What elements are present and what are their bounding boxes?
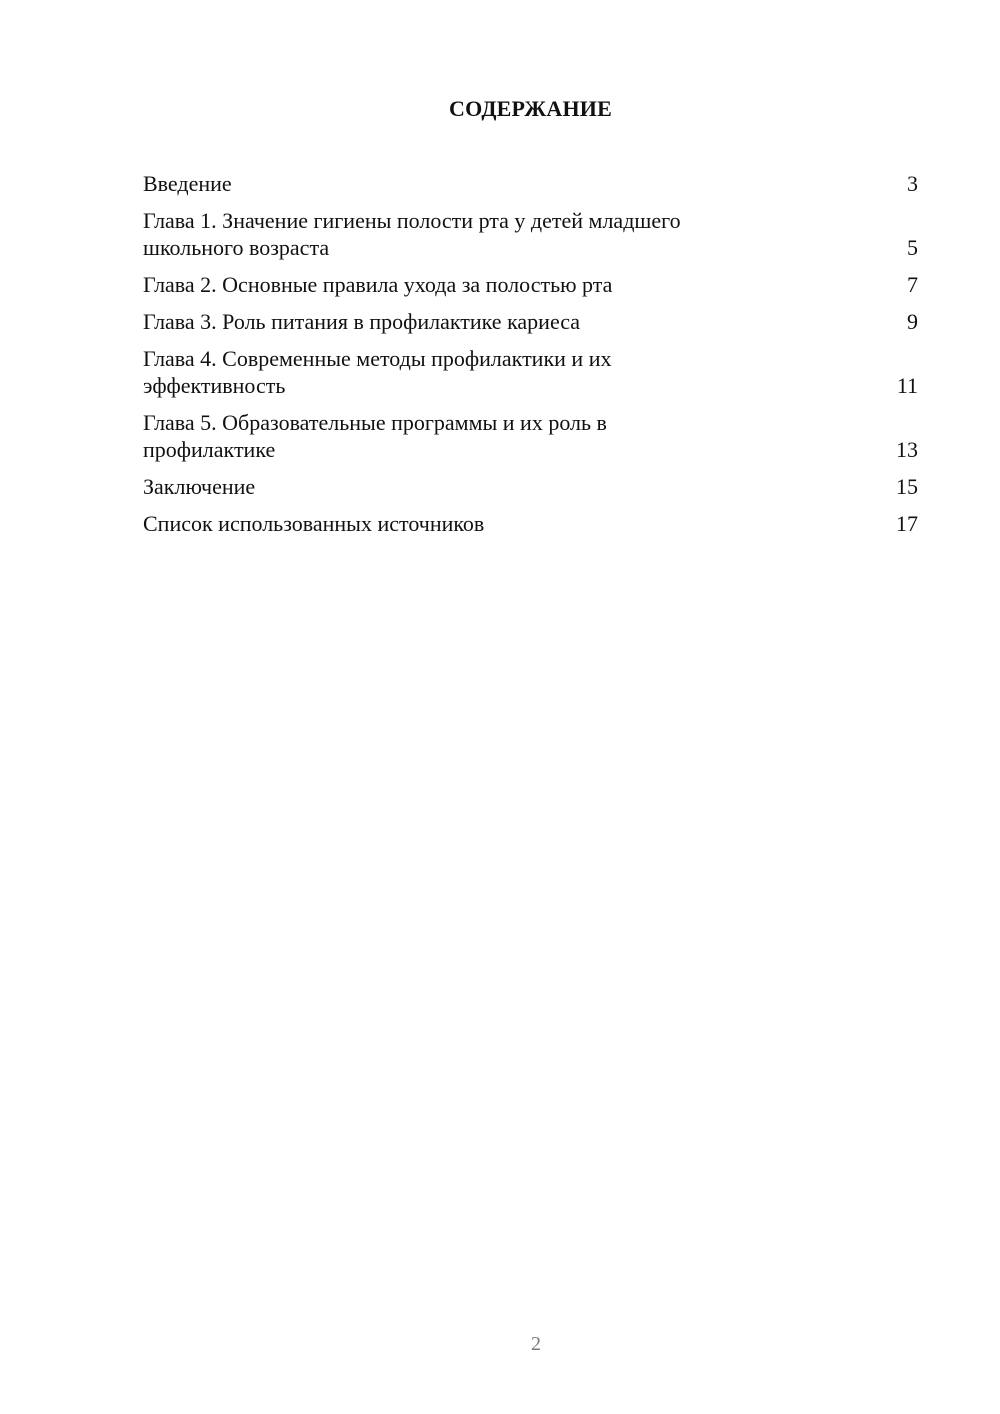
toc-entry-page: 13 <box>896 437 918 462</box>
toc-entry-text <box>143 345 611 399</box>
toc-entry-line: школьного возраста <box>143 235 330 260</box>
toc-entry-line: Глава 3. Роль питания в профилактике кариеса <box>143 309 581 334</box>
toc-entry-text <box>143 409 607 463</box>
toc-entry-page: 15 <box>896 474 918 499</box>
page-number: 2 <box>531 1333 541 1355</box>
toc-entry-page: 9 <box>907 309 918 334</box>
toc-entry-page: 17 <box>896 511 918 536</box>
toc-entry-line: Глава 1. Значение гигиены полости рта у детей младшего <box>143 208 681 233</box>
toc-entry-text <box>143 510 484 537</box>
toc-entry-line: Глава 2. Основные правила ухода за полостью рта <box>143 272 613 297</box>
toc-entry-line: профилактике <box>143 437 276 462</box>
toc-entry-chapter-2[interactable] <box>143 271 918 298</box>
toc-entry-introduction[interactable] <box>143 170 918 197</box>
toc-entry-line: эффективность <box>143 373 286 398</box>
toc-entry-text <box>143 207 681 261</box>
toc-entry-page: 11 <box>896 373 918 398</box>
toc-entry-line: Заключение <box>143 474 256 499</box>
toc-entry-chapter-4[interactable] <box>143 345 918 399</box>
toc-entry-page: 7 <box>907 272 918 297</box>
toc-entry-chapter-1[interactable] <box>143 207 918 261</box>
toc-entry-references[interactable] <box>143 510 918 537</box>
toc-entry-line: Список использованных источников <box>143 511 485 536</box>
toc-entry-line: Введение <box>143 171 232 196</box>
toc-entry-page: 5 <box>907 235 918 260</box>
toc-entry-text <box>143 473 255 500</box>
table-of-contents <box>143 170 918 547</box>
toc-entry-text <box>143 170 232 197</box>
toc-entry-chapter-5[interactable] <box>143 409 918 463</box>
toc-entry-page: 3 <box>907 171 918 196</box>
toc-entry-line: Глава 4. Современные методы профилактики и их <box>143 346 612 371</box>
toc-entry-conclusion[interactable] <box>143 473 918 500</box>
toc-entry-text <box>143 308 580 335</box>
toc-entry-line: Глава 5. Образовательные программы и их роль в <box>143 410 607 435</box>
toc-entry-chapter-3[interactable] <box>143 308 918 335</box>
toc-title: СОДЕРЖАНИЕ <box>449 96 612 121</box>
toc-entry-text <box>143 271 612 298</box>
